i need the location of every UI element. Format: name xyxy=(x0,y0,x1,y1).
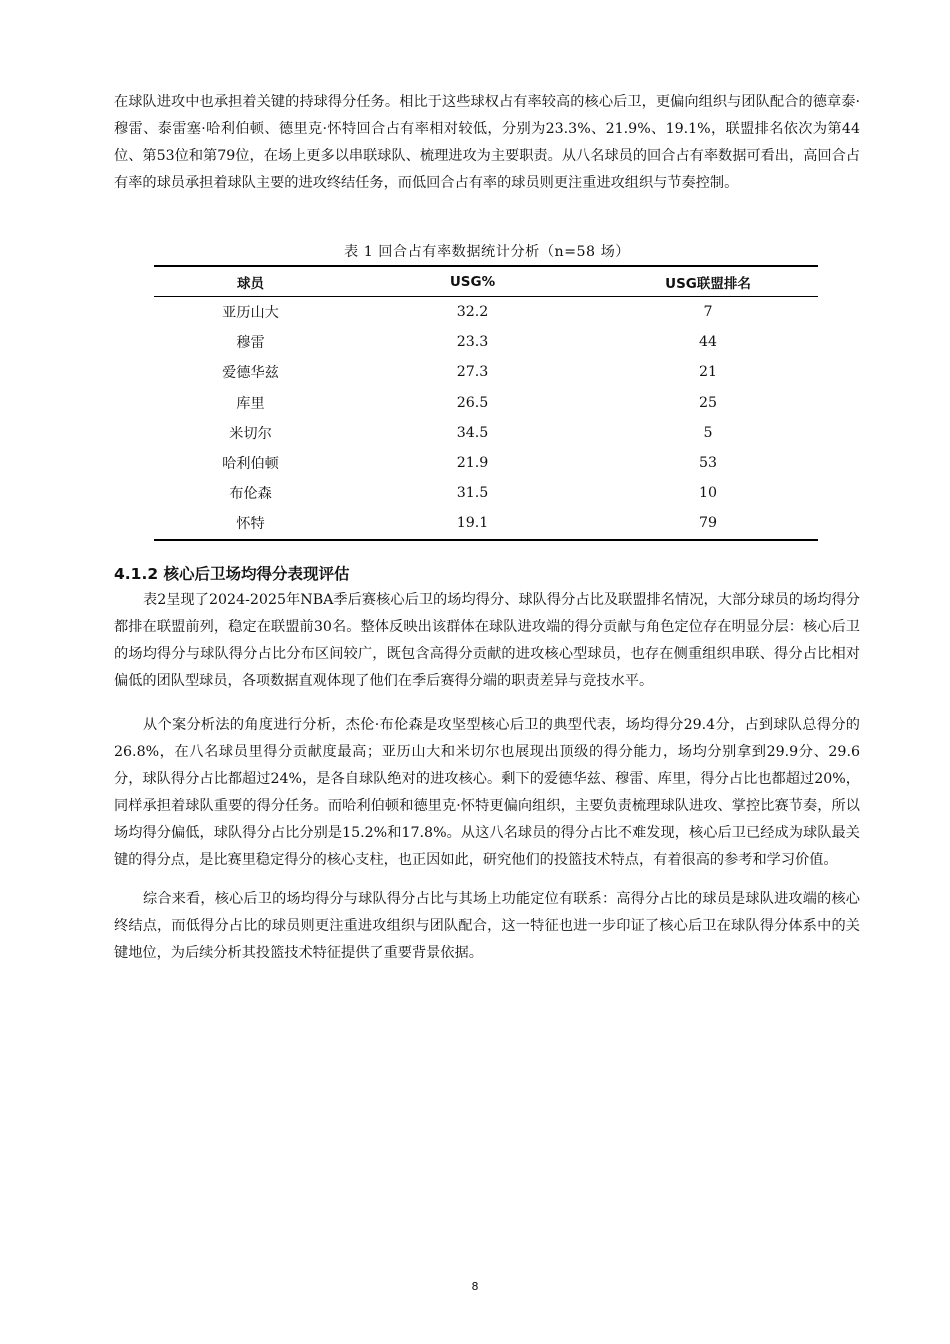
cell-usg: 31.5 xyxy=(456,485,489,502)
cell-rank: 7 xyxy=(703,304,713,321)
cell-player: 库里 xyxy=(236,395,265,412)
cell-player: 哈利伯顿 xyxy=(222,456,279,473)
header-player: 球员 xyxy=(154,266,347,297)
cell-rank: 44 xyxy=(698,334,718,351)
usg-table xyxy=(154,265,818,541)
cell-rank: 79 xyxy=(598,508,818,539)
cell-usg: 21.9 xyxy=(456,455,489,472)
table-row xyxy=(154,448,818,478)
table-row xyxy=(154,388,818,418)
table-row xyxy=(154,508,818,539)
cell-player: 米切尔 xyxy=(229,425,272,442)
header-usg: USG% xyxy=(347,266,598,297)
cell-rank: 10 xyxy=(698,485,718,502)
body-paragraph-3: 综合来看，核心后卫的场均得分与球队得分占比与其场上功能定位有联系：高得分占比的球员是球队进攻端的核心终结点，而低得分占比的球员则更注重进攻组织与团队配合，这一特征也进一步印证了核心后卫在球队得分体系中的关键地位，为后续分析其投篮技术特征提供了重要背景依据。 xyxy=(114,891,860,961)
table-row xyxy=(154,357,818,387)
cell-rank: 53 xyxy=(698,455,718,472)
cell-rank: 25 xyxy=(698,394,718,411)
cell-usg: 32.2 xyxy=(456,304,489,321)
cell-player: 穆雷 xyxy=(236,335,265,352)
cell-usg: 34.5 xyxy=(456,424,489,441)
table-caption: 表 1 回合占有率数据统计分析（n=58 场） xyxy=(344,244,630,260)
page-number: 8 xyxy=(471,1280,479,1293)
cell-player: 怀特 xyxy=(154,508,347,539)
table-header-row xyxy=(154,266,818,297)
intro-paragraph: 在球队进攻中也承担着关键的持球得分任务。相比于这些球权占有率较高的核心后卫，更偏向组织与团队配合的德章泰·穆雷、泰雷塞·哈利伯顿、德里克·怀特回合占有率相对较低，分别为23.3%、21.9%、19.1%，联盟排名依次为第44位、第53位和第79位，在场上更多以串联球队、梳理进攻为主要职责。从八名球员的回合占有率数据可看出，高回合占有率的球员承担着球队主要的进攻终结任务，而低回合占有率的球员则更注重进攻组织与节奏控制。 xyxy=(114,94,860,191)
cell-player: 爱德华兹 xyxy=(222,365,279,382)
cell-usg: 23.3 xyxy=(456,334,489,351)
cell-rank: 5 xyxy=(703,424,713,441)
section-heading: 4.1.2 核心后卫场均得分表现评估 xyxy=(114,565,350,583)
cell-usg: 27.3 xyxy=(456,364,489,381)
table-row xyxy=(154,297,818,328)
table-row xyxy=(154,418,818,448)
body-paragraph-2: 从个案分析法的角度进行分析，杰伦·布伦森是攻坚型核心后卫的典型代表，场均得分29.4分，占到球队总得分的26.8%，在八名球员里得分贡献度最高；亚历山大和米切尔也展现出顶级的得分能力，场均分别拿到29.9分、29.6分，球队得分占比都超过24%，是各自球队绝对的进攻核心。剩下的爱德华兹、穆雷、库里，得分占比也都超过20%，同样承担着球队重要的得分任务。而哈利伯顿和德里克·怀特更偏向组织，主要负责梳理球队进攻、掌控比赛节奏，所以场均得分偏低，球队得分占比分别是15.2%和17.8%。从这八名球员的得分占比不难发现，核心后卫已经成为球队最关键的得分点，是比赛里稳定得分的核心支柱，也正因如此，研究他们的投篮技术特点，有着很高的参考和学习价值。 xyxy=(114,717,860,868)
table-row xyxy=(154,478,818,508)
cell-player: 亚历山大 xyxy=(222,305,279,322)
cell-rank: 21 xyxy=(698,364,718,381)
cell-usg: 19.1 xyxy=(347,508,598,539)
cell-player: 布伦森 xyxy=(229,486,272,503)
body-paragraph-1: 表2呈现了2024-2025年NBA季后赛核心后卫的场均得分、球队得分占比及联盟排名情况，大部分球员的场均得分都排在联盟前列，稳定在联盟前30名。整体反映出该群体在球队进攻端的得分贡献与角色定位存在明显分层：核心后卫的场均得分与球队得分占比分布区间较广，既包含高得分贡献的进攻核心型球员，也存在侧重组织串联、得分占比相对偏低的团队型球员，各项数据直观体现了他们在季后赛得分端的职责差异与竞技水平。 xyxy=(114,592,860,689)
header-usg-rank: USG联盟排名 xyxy=(598,266,818,297)
cell-usg: 26.5 xyxy=(456,394,489,411)
table-row xyxy=(154,327,818,357)
